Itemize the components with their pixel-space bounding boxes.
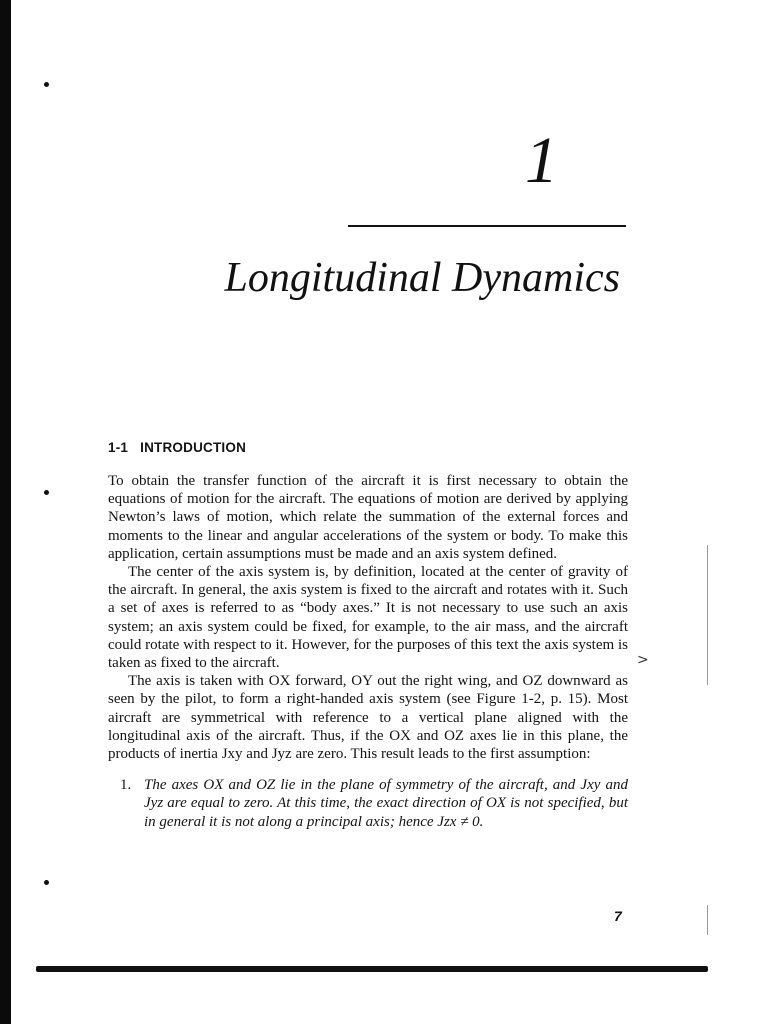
scan-speck <box>44 490 49 495</box>
scan-left-edge-bar <box>0 0 11 1024</box>
chapter-rule <box>348 225 626 227</box>
margin-mark: > <box>637 652 649 668</box>
paragraph: To obtain the transfer function of the aircraft it is first necessary to obtain the equations of motion for the aircraft. The equations of motion are derived by applying Newton’s laws of motion, which relate the summation of the external forces and moments to the linear and angular accelerations of the system or body. To make this application, certain assumptions must be made and an axis system defined. <box>108 473 628 562</box>
paragraph: The axis is taken with OX forward, OY out the right wing, and OZ downward as seen by the pilot, to form a right-handed axis system (see Figure 1-2, p. 15). Most aircraft are symmetrical with reference to a vertical plane aligned with the longitudinal axis of the aircraft. Thus, if the OX and OZ axes lie in this plane, the products of inertia Jxy and Jyz are zero. This result leads to the first assumption: <box>108 673 628 763</box>
scan-speck <box>44 880 49 885</box>
scan-edge-line <box>707 905 708 935</box>
scan-edge-line <box>707 545 708 685</box>
paragraph: The center of the axis system is, by definition, located at the center of gravity of the aircraft. In general, the axis system is fixed to the aircraft and rotates with it. Such a set of axes is referred to as “body axes.” It is not necessary to use such an axis system; an axis system could be fixed, for example, to the air mass, and the aircraft could rotate with respect to it. However, for the purposes of this text the axis system is taken as fixed to the aircraft. <box>108 564 628 672</box>
page-number: 7 <box>614 908 622 924</box>
section-title: INTRODUCTION <box>140 440 247 455</box>
assumption-number: 1. <box>120 777 132 794</box>
scan-speck <box>44 82 49 87</box>
chapter-number: 1 <box>525 124 558 197</box>
assumption-item <box>108 776 628 831</box>
assumption-text: The axes OX and OZ lie in the plane of symmetry of the aircraft, and Jxy and Jyz are equal to zero. At this time, the exact direction of OX is not specified, but in general it is not along a principal axis; hence Jzx ≠ 0. <box>144 777 628 830</box>
body-text <box>108 472 628 831</box>
section-number: 1-1 <box>108 440 129 455</box>
chapter-title: Longitudinal Dynamics <box>224 255 620 301</box>
bottom-rule <box>36 966 708 972</box>
section-heading <box>108 440 246 455</box>
